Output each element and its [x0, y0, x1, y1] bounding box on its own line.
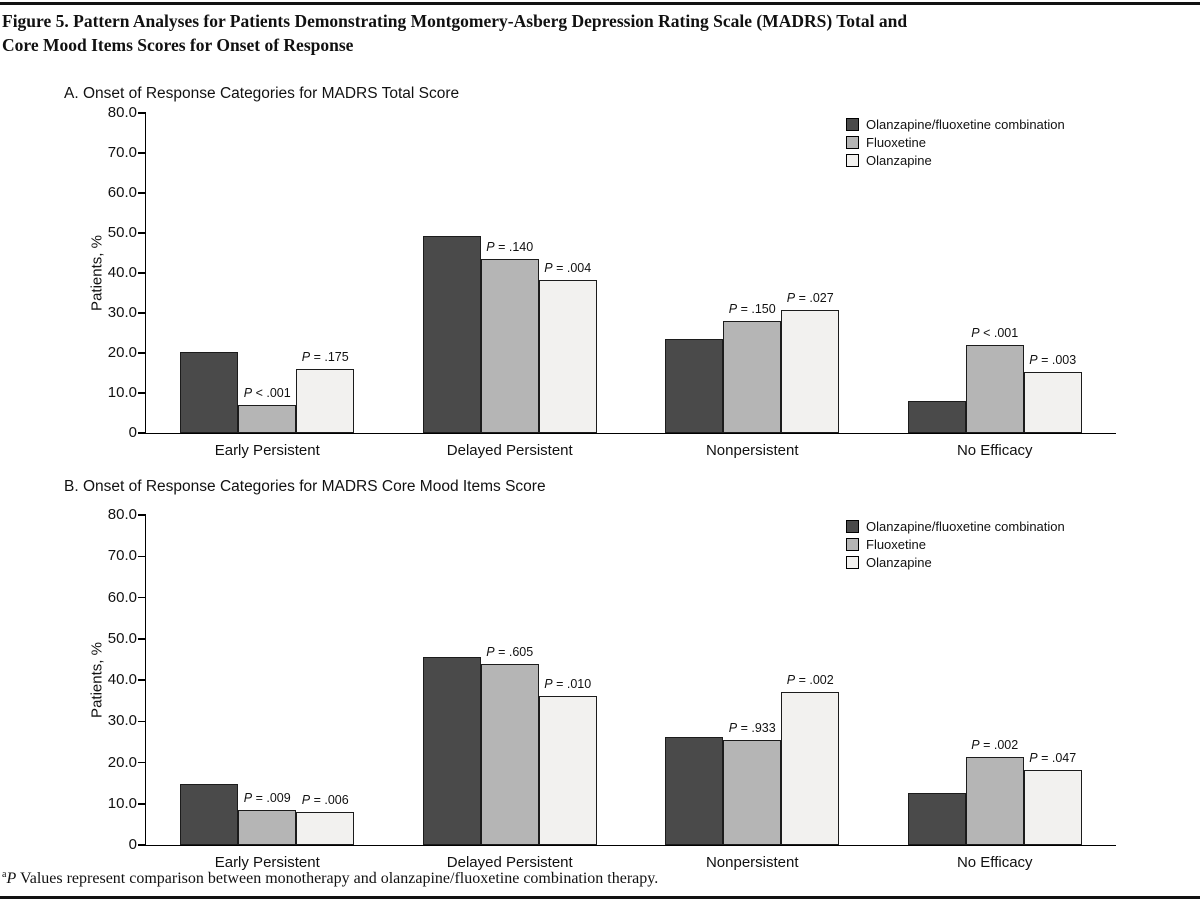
p-value-label: P = .009 — [243, 790, 291, 805]
p-value-label: P < .001 — [243, 386, 291, 400]
figure-title — [2, 9, 1182, 57]
y-tick-mark — [138, 556, 146, 558]
y-tick-mark — [138, 721, 146, 723]
footnote — [2, 869, 1182, 888]
legend-label: Olanzapine — [866, 153, 932, 168]
panel-b-plot-area — [107, 506, 1116, 871]
category-label: No Efficacy — [956, 442, 1033, 459]
legend-item — [846, 135, 1065, 150]
panel-b-y-axis-label: Patients, % — [88, 642, 106, 718]
bar — [781, 692, 839, 845]
category-label: Delayed Persistent — [446, 854, 573, 871]
bar — [723, 740, 781, 845]
bar — [238, 405, 296, 433]
y-tick-mark — [138, 597, 146, 599]
category-label: No Efficacy — [956, 854, 1033, 871]
p-value-label: P = .002 — [971, 738, 1019, 753]
legend-label: Fluoxetine — [866, 537, 926, 552]
y-tick-label: 20.0 — [107, 753, 137, 771]
y-tick-label: 70.0 — [107, 144, 137, 161]
bar — [1024, 372, 1082, 433]
y-tick-mark — [138, 432, 146, 434]
legend-item — [846, 555, 1065, 570]
category-label: Nonpersistent — [705, 854, 799, 871]
y-tick-mark — [138, 352, 146, 354]
y-tick-label: 60.0 — [107, 184, 137, 201]
p-value-label: P = .150 — [728, 302, 776, 316]
bar — [966, 757, 1024, 845]
y-tick-label: 80.0 — [107, 104, 137, 121]
p-value-label: P = .605 — [486, 644, 534, 659]
p-value-label: P = .933 — [728, 720, 776, 735]
top-rule — [0, 2, 1200, 5]
p-value-label: P = .002 — [786, 672, 834, 687]
legend-swatch — [846, 154, 859, 167]
legend — [846, 117, 1065, 171]
y-tick-label: 10.0 — [107, 794, 137, 812]
y-tick-mark — [138, 392, 146, 394]
y-tick-mark — [138, 272, 146, 274]
legend-item — [846, 537, 1065, 552]
p-value-label: P = .027 — [786, 291, 834, 306]
y-tick-label: 50.0 — [107, 224, 137, 241]
bar — [781, 310, 839, 433]
figure-title-line-2: Core Mood Items Scores for Onset of Response — [2, 35, 354, 55]
bottom-rule — [0, 896, 1200, 899]
y-tick-mark — [138, 762, 146, 764]
bar — [481, 259, 539, 433]
bar — [723, 321, 781, 433]
legend-label: Fluoxetine — [866, 135, 926, 150]
panel-a — [0, 85, 1200, 478]
legend-swatch — [846, 118, 859, 131]
footnote-marker: a — [2, 869, 7, 880]
bar — [665, 339, 723, 433]
p-value-label: P = .047 — [1029, 750, 1077, 765]
y-tick-mark — [138, 312, 146, 314]
panel-a-plot-area — [107, 104, 1116, 459]
category-label: Delayed Persistent — [446, 442, 573, 459]
y-tick-mark — [138, 112, 146, 114]
y-tick-label: 0 — [128, 836, 137, 853]
y-tick-label: 40.0 — [107, 671, 137, 688]
y-tick-label: 80.0 — [107, 506, 137, 523]
category-label: Early Persistent — [214, 442, 320, 459]
y-tick-mark — [138, 638, 146, 640]
bar — [908, 793, 966, 845]
panel-b-label: B. Onset of Response Categories for MADRS Core Mood Items Score — [64, 478, 546, 495]
p-value-label: P = .006 — [301, 793, 349, 807]
p-value-label: P < .001 — [971, 326, 1019, 340]
y-tick-mark — [138, 514, 146, 516]
bar — [539, 280, 597, 433]
legend-item — [846, 117, 1065, 132]
legend-swatch — [846, 538, 859, 551]
y-tick-mark — [138, 803, 146, 805]
bar — [296, 812, 354, 845]
bar — [908, 401, 966, 433]
legend-item — [846, 153, 1065, 168]
bar — [296, 369, 354, 433]
y-tick-label: 30.0 — [107, 712, 137, 730]
bar — [423, 236, 481, 433]
category-label: Nonpersistent — [705, 442, 799, 459]
legend-label: Olanzapine/fluoxetine combination — [866, 519, 1065, 534]
y-tick-label: 20.0 — [107, 344, 137, 361]
footnote-text: P Values represent comparison between monotherapy and olanzapine/fluoxetine combination therapy. — [6, 870, 659, 888]
legend — [846, 519, 1065, 573]
y-tick-mark — [138, 679, 146, 681]
bar — [423, 657, 481, 845]
bar — [665, 737, 723, 845]
legend-swatch — [846, 556, 859, 569]
legend-swatch — [846, 136, 859, 149]
y-tick-label: 30.0 — [107, 304, 137, 321]
y-tick-label: 10.0 — [107, 384, 137, 401]
panel-a-y-axis-label: Patients, % — [88, 235, 106, 311]
y-tick-label: 60.0 — [107, 588, 137, 606]
legend-label: Olanzapine/fluoxetine combination — [866, 117, 1065, 132]
bar — [1024, 770, 1082, 845]
bar — [238, 810, 296, 845]
category-label: Early Persistent — [214, 854, 320, 871]
panel-a-label: A. Onset of Response Categories for MADRS Total Score — [64, 85, 460, 102]
legend-swatch — [846, 520, 859, 533]
y-tick-label: 70.0 — [107, 547, 137, 565]
p-value-label: P = .140 — [486, 240, 534, 254]
y-tick-mark — [138, 192, 146, 194]
p-value-label: P = .010 — [544, 677, 592, 692]
y-tick-label: 40.0 — [107, 264, 137, 281]
bar — [481, 664, 539, 845]
y-tick-label: 0 — [128, 424, 137, 441]
p-value-label: P = .004 — [544, 261, 592, 276]
bar — [539, 696, 597, 845]
legend-label: Olanzapine — [866, 555, 932, 570]
figure-title-line-1: Figure 5. Pattern Analyses for Patients Demonstrating Montgomery-Asberg Depression Rating Scale (MADRS) Total and — [2, 11, 908, 31]
y-tick-label: 50.0 — [107, 629, 137, 647]
p-value-label: P = .003 — [1029, 352, 1077, 367]
y-tick-mark — [138, 232, 146, 234]
y-tick-mark — [138, 844, 146, 846]
p-value-label: P = .175 — [301, 350, 349, 364]
legend-item — [846, 519, 1065, 534]
y-tick-mark — [138, 152, 146, 154]
panel-b — [0, 478, 1200, 878]
